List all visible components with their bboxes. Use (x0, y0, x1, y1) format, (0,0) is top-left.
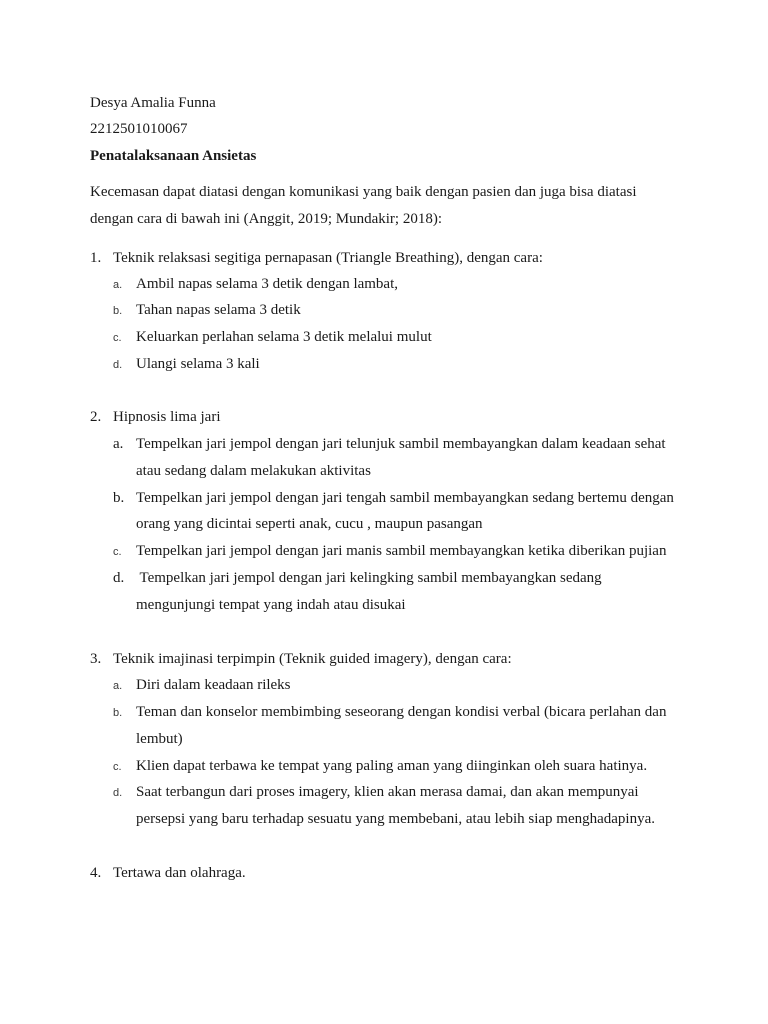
list-marker: c. (113, 761, 122, 773)
list-marker: b. (113, 490, 125, 506)
list-marker: c. (113, 332, 122, 344)
section-number: 1. (90, 250, 102, 266)
intro-line-1: Kecemasan dapat diatasi dengan komunikasi yang baik dengan pasien dan juga bisa diatasi (90, 184, 637, 200)
list-item-text: Saat terbangun dari proses imagery, klien akan merasa damai, dan akan mempunyai (136, 784, 639, 800)
list-item-text: Diri dalam keadaan rileks (136, 677, 291, 693)
section-heading: Hipnosis lima jari (113, 409, 221, 425)
list-marker: a. (113, 279, 123, 291)
list-marker: d. (113, 570, 125, 586)
list-item-text: Tempelkan jari jempol dengan jari tengah sambil membayangkan sedang bertemu dengan (136, 490, 674, 506)
list-item-text: Tahan napas selama 3 detik (136, 302, 301, 318)
list-item-text-cont: persepsi yang baru terhadap sesuatu yang membebani, atau lebih siap menghadapinya. (136, 811, 655, 827)
list-marker: a. (113, 680, 123, 692)
list-item-text-cont: atau sedang dalam melakukan aktivitas (136, 463, 371, 479)
list-marker: c. (113, 546, 122, 558)
list-marker: b. (113, 305, 123, 317)
section-heading: Tertawa dan olahraga. (113, 865, 246, 881)
list-item-text: Klien dapat terbawa ke tempat yang paling aman yang diinginkan oleh suara hatinya. (136, 758, 648, 774)
section-number: 3. (90, 651, 102, 667)
document-title: Penatalaksanaan Ansietas (90, 148, 257, 164)
list-marker: b. (113, 707, 123, 719)
list-marker: d. (113, 359, 123, 371)
list-item-text: Tempelkan jari jempol dengan jari kelingking sambil membayangkan sedang (136, 570, 602, 586)
section-number: 2. (90, 409, 102, 425)
list-marker: a. (113, 436, 124, 452)
student-id: 2212501010067 (90, 121, 188, 137)
list-item-text: Ambil napas selama 3 detik dengan lambat, (136, 276, 399, 292)
intro-line-2: dengan cara di bawah ini (Anggit, 2019; Mundakir; 2018): (90, 211, 443, 227)
list-item-text: Teman dan konselor membimbing seseorang dengan kondisi verbal (bicara perlahan dan (136, 704, 667, 720)
section-heading: Teknik relaksasi segitiga pernapasan (Triangle Breathing), dengan cara: (113, 250, 543, 266)
author-name: Desya Amalia Funna (90, 95, 216, 111)
list-item-text: Tempelkan jari jempol dengan jari telunjuk sambil membayangkan dalam keadaan sehat (136, 436, 666, 452)
list-item-text-cont: lembut) (136, 731, 183, 747)
list-marker: d. (113, 787, 123, 799)
list-item-text-cont: orang yang dicintai seperti anak, cucu , maupun pasangan (136, 516, 483, 532)
list-item-text: Keluarkan perlahan selama 3 detik melalui mulut (136, 329, 432, 345)
list-item-text: Tempelkan jari jempol dengan jari manis sambil membayangkan ketika diberikan pujian (136, 543, 667, 559)
list-item-text: Ulangi selama 3 kali (136, 356, 260, 372)
list-item-text-cont: mengunjungi tempat yang indah atau disukai (136, 597, 406, 613)
section-number: 4. (90, 865, 102, 881)
section-heading: Teknik imajinasi terpimpin (Teknik guided imagery), dengan cara: (113, 651, 512, 667)
